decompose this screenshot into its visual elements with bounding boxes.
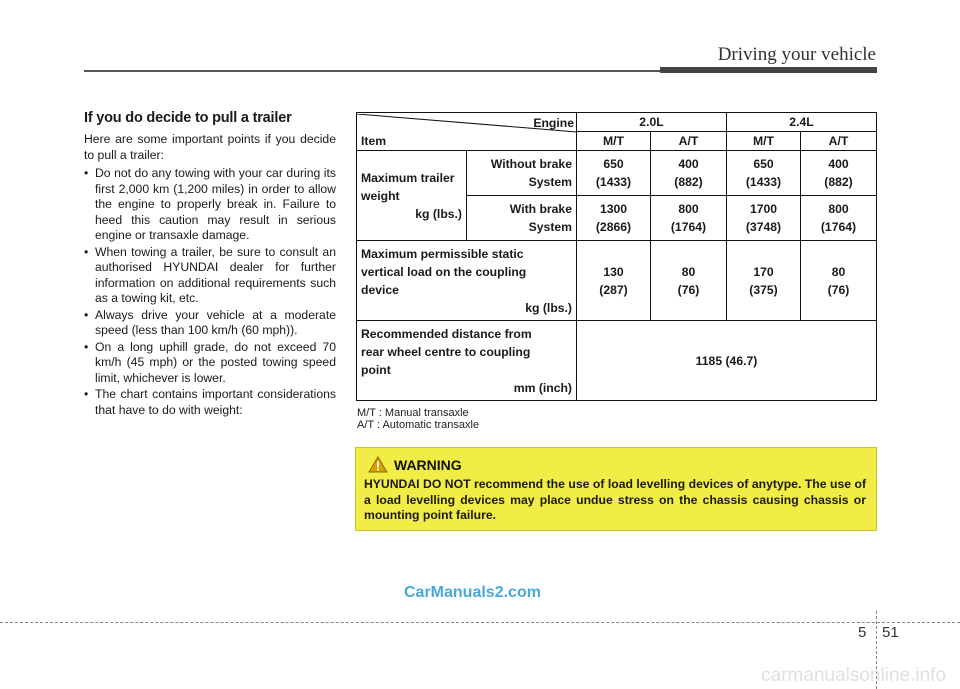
header-rule [84,70,660,72]
table-cell: 400 (882) [801,151,877,196]
bullet-item: • Always drive your vehicle at a moderate speed (less than 100 km/h (60 mph)). [84,307,336,337]
table-cell: 400 (882) [651,151,727,196]
table-cell: 170 (375) [727,241,801,321]
with-brake-label: With brake System [467,196,577,241]
item-label: Item [361,133,387,148]
header-rule-accent [660,67,877,73]
table-cell: 80 (76) [651,241,727,321]
without-brake-label: Without brake System [467,151,577,196]
warning-text: HYUNDAI DO NOT recommend the use of load levelling devices of anytype. The use of a load levelling devices may place undue stress on the chassis causing chassis or mounting point failure. [364,477,866,522]
table-cell: 80 (76) [801,241,877,321]
warning-triangle-icon [368,456,388,473]
table-cell: 650 (1433) [577,151,651,196]
page-header-title: Driving your vehicle [717,44,876,65]
table-cell: 1300 (2866) [577,196,651,241]
engine-header: 2.0L [577,113,727,132]
bullet-item: • On a long uphill grade, do not exceed 70 km/h (45 mph) or the posted towing speed limit, whichever is lower. [84,339,336,385]
table-cell: 800 (1764) [801,196,877,241]
table-cell: 800 (1764) [651,196,727,241]
bullet-item: • Do not do any towing with your car during its first 2,000 km (1,200 miles) in order to allow the engine to properly break in. Failure to heed this caution may result in serious engine or transaxle damage. [84,166,336,242]
table-notes [357,407,479,431]
table-cell: 650 (1433) [727,151,801,196]
engine-header: 2.4L [727,113,877,132]
vertical-load-label: Maximum permissible static vertical load on the coupling device kg (lbs.) [357,241,577,321]
transaxle-header: M/T [577,132,651,151]
section-number: 5 [858,624,867,641]
site-watermark: CarManuals2.com [404,584,541,601]
transaxle-header: A/T [651,132,727,151]
left-column [84,110,336,419]
warning-header [368,456,866,473]
max-trailer-weight-label: Maximum trailer weight kg (lbs.) [357,151,467,241]
warning-box [355,447,877,531]
table-cell: 130 (287) [577,241,651,321]
intro-paragraph: Here are some important points if you decide to pull a trailer: [84,132,336,162]
note-mt: M/T : Manual transaxle [357,407,469,419]
transaxle-header: A/T [801,132,877,151]
towing-weight-table [356,112,877,401]
transaxle-header: M/T [727,132,801,151]
table-corner-cell [357,113,577,151]
section-heading: If you do decide to pull a trailer [84,110,292,126]
footer-watermark: carmanualsonline.info [761,665,946,686]
page-number: 51 [882,624,899,641]
note-at: A/T : Automatic transaxle [357,419,480,431]
footer-rule [0,622,960,623]
warning-title: WARNING [394,456,462,473]
bullet-item: • The chart contains important considerations that have to do with weight: [84,387,336,417]
distance-value: 1185 (46.7) [577,321,877,401]
table-cell: 1700 (3748) [727,196,801,241]
bullet-item: • When towing a trailer, be sure to consult an authorised HYUNDAI dealer for further information on additional requirements such as a towing kit, etc. [84,244,336,305]
distance-label: Recommended distance from rear wheel centre to coupling point mm (inch) [357,321,577,401]
engine-label: Engine [533,115,574,130]
bullet-list [84,166,336,418]
